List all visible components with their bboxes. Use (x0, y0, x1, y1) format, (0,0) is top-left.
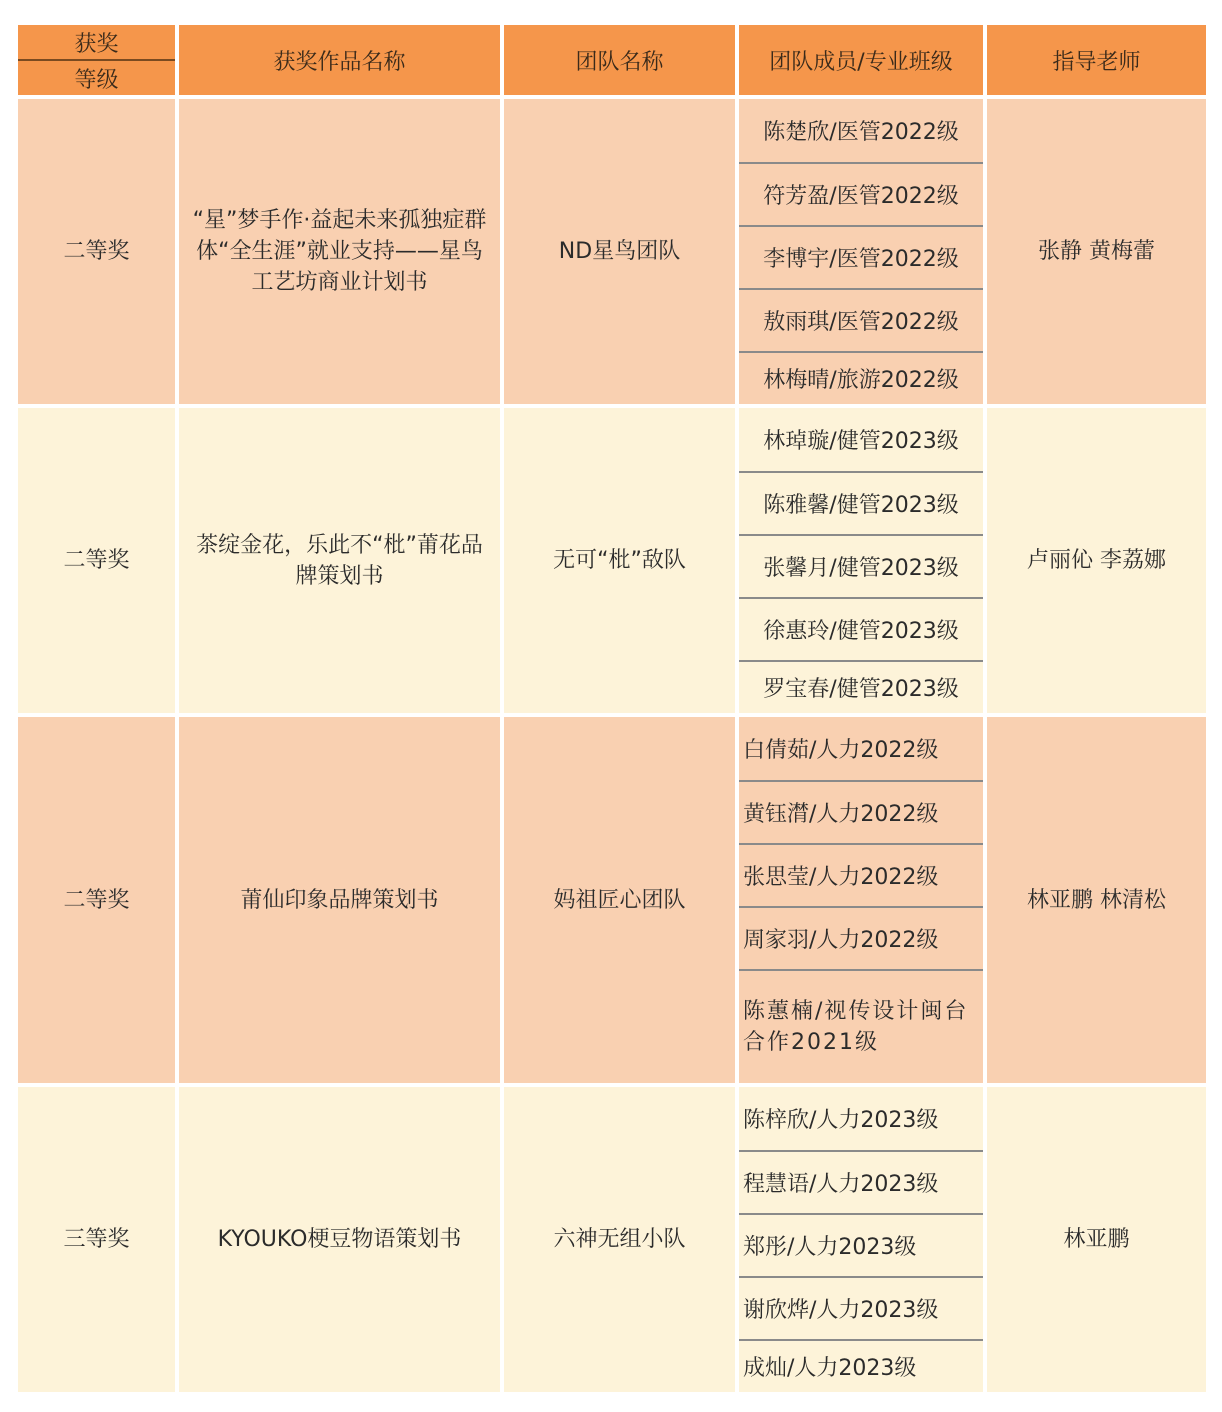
row-3-advisor: 林亚鹏 林清松 (987, 717, 1206, 1083)
member: 周家羽/人力2022级 (739, 908, 983, 971)
member: 林琸璇/健管2023级 (739, 408, 983, 473)
row-4-level: 三等奖 (18, 1087, 175, 1392)
row-1-work: “星”梦手作·益起未来孤独症群体“全生涯”就业支持——星鸟工艺坊商业计划书 (179, 99, 500, 404)
member: 敖雨琪/医管2022级 (739, 290, 983, 353)
row-3-team: 妈祖匠心团队 (504, 717, 735, 1083)
member: 成灿/人力2023级 (743, 1356, 917, 1381)
row-4-members (739, 1087, 983, 1392)
member: 李博宇/医管2022级 (739, 227, 983, 290)
member: 白倩茹/人力2022级 (739, 717, 983, 782)
row-1-level: 二等奖 (18, 99, 175, 404)
header-advisor: 指导老师 (987, 25, 1206, 95)
member: 黄钰潸/人力2022级 (739, 782, 983, 845)
member: 谢欣烨/人力2023级 (739, 1278, 983, 1341)
row-3-work: 莆仙印象品牌策划书 (179, 717, 500, 1083)
member: 符芳盈/医管2022级 (739, 164, 983, 227)
row-2-members (739, 408, 983, 713)
row-4-work: KYOUKO梗豆物语策划书 (179, 1087, 500, 1392)
row-1-advisor: 张静 黄梅蕾 (987, 99, 1206, 404)
header-team: 团队名称 (504, 25, 735, 95)
row-2-work: 茶绽金花，乐此不“枇”莆花品牌策划书 (179, 408, 500, 713)
row-1-members (739, 99, 983, 404)
header-level-top: 获奖 (18, 25, 175, 61)
member: 郑彤/人力2023级 (739, 1215, 983, 1278)
row-1-team: ND星鸟团队 (504, 99, 735, 404)
header-level (18, 25, 175, 95)
member: 陈蕙楠/视传设计闽台合作2021级 (743, 999, 969, 1055)
member: 罗宝春/健管2023级 (763, 677, 959, 702)
member: 林梅晴/旅游2022级 (763, 368, 959, 393)
row-4-advisor: 林亚鹏 (987, 1087, 1206, 1392)
member: 张馨月/健管2023级 (739, 536, 983, 599)
header-members: 团队成员/专业班级 (739, 25, 983, 95)
row-4-team: 六神无组小队 (504, 1087, 735, 1392)
member: 徐惠玲/健管2023级 (739, 599, 983, 662)
row-2-level: 二等奖 (18, 408, 175, 713)
member: 张思莹/人力2022级 (739, 845, 983, 908)
member: 程慧语/人力2023级 (739, 1152, 983, 1215)
member: 陈梓欣/人力2023级 (739, 1087, 983, 1152)
header-work: 获奖作品名称 (179, 25, 500, 95)
member: 陈楚欣/医管2022级 (739, 99, 983, 164)
row-2-team: 无可“枇”敌队 (504, 408, 735, 713)
row-3-members (739, 717, 983, 1083)
member: 陈雅馨/健管2023级 (739, 473, 983, 536)
header-level-bottom: 等级 (74, 67, 119, 93)
row-3-level: 二等奖 (18, 717, 175, 1083)
row-2-advisor: 卢丽伈 李荔娜 (987, 408, 1206, 713)
